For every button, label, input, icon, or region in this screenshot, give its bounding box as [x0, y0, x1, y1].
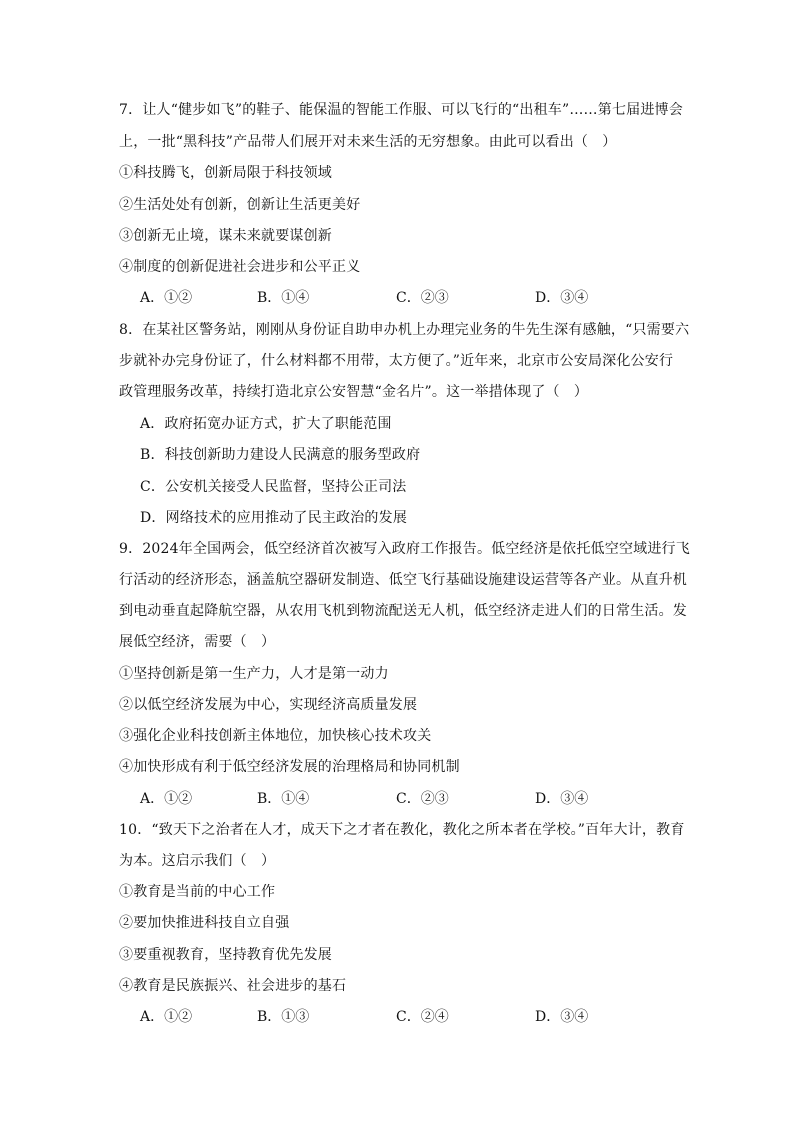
question-7-option-b[interactable]: B．①④: [257, 290, 310, 306]
question-9-statement-3: ③强化企业科技创新主体地位，加快核心技术攻关: [119, 728, 432, 744]
question-9-option-b[interactable]: B．①④: [257, 791, 310, 807]
question-8-stem-line-1: [119, 320, 690, 340]
question-7-option-c[interactable]: C．②③: [396, 290, 449, 306]
question-10-stem-line-1: [119, 820, 685, 840]
question-10-number: 10．: [119, 822, 152, 838]
question-9-number: 9．: [119, 541, 143, 557]
question-9-stem-line-2: 行活动的经济形态，涵盖航空器研发制造、低空飞行基础设施建设运营等各产业。从直升机: [119, 572, 687, 588]
question-7-option-a[interactable]: A．①②: [140, 290, 193, 306]
question-9-option-a[interactable]: A．①②: [140, 791, 193, 807]
question-8-stem-text: 在某社区警务站，刚刚从身份证自助申办机上办理完业务的牛先生深有感触，“只需要六: [142, 322, 690, 338]
question-7-stem-line-1: [119, 100, 683, 120]
question-7-options: [140, 288, 660, 308]
question-10-statement-4: ④教育是民族振兴、社会进步的基石: [119, 978, 347, 994]
question-9-statement-1: ①坚持创新是第一生产力，人才是第一动力: [119, 666, 389, 682]
question-10-stem-line-2: 为本。这启示我们（ ）: [119, 853, 276, 869]
question-10-option-c[interactable]: C．②④: [396, 1009, 449, 1025]
question-10-option-b[interactable]: B．①③: [257, 1009, 310, 1025]
question-9-option-c[interactable]: C．②③: [396, 791, 449, 807]
question-7-statement-4: ④制度的创新促进社会进步和公平正义: [119, 259, 361, 275]
question-10-statement-1: ①教育是当前的中心工作: [119, 884, 276, 900]
question-9-stem-line-3: 到电动垂直起降航空器，从农用飞机到物流配送无人机，低空经济走进人们的日常生活。发: [119, 603, 687, 619]
question-7-stem-line-2: 上，一批“黑科技”产品带人们展开对未来生活的无穷想象。由此可以看出（ ）: [119, 134, 617, 150]
question-8-option-c[interactable]: C．公安机关接受人民监督，坚持公正司法: [140, 479, 407, 495]
question-10-stem-text: “致天下之治者在人才，成天下之才者在教化，教化之所本者在学校。”百年大计，教育: [151, 822, 685, 838]
question-10-statement-3: ③要重视教育，坚持教育优先发展: [119, 947, 332, 963]
question-10-statement-2: ②要加快推进科技自立自强: [119, 915, 290, 931]
question-7-stem-text: 让人“健步如飞”的鞋子、能保温的智能工作服、可以飞行的“出租车”……第七届进博会: [142, 102, 683, 118]
question-9-stem-text: 2024年全国两会，低空经济首次被写入政府工作报告。低空经济是依托低空空域进行飞: [142, 541, 690, 557]
question-10-option-d[interactable]: D．③④: [535, 1009, 589, 1025]
question-8-option-b[interactable]: B．科技创新助力建设人民满意的服务型政府: [140, 447, 421, 463]
question-7-statement-1: ①科技腾飞，创新局限于科技领域: [119, 165, 332, 181]
question-7-option-d[interactable]: D．③④: [535, 290, 589, 306]
question-9-statement-4: ④加快形成有利于低空经济发展的治理格局和协同机制: [119, 759, 460, 775]
question-8-stem-line-3: 政管理服务改革，持续打造北京公安智慧“金名片”。这一举措体现了（ ）: [119, 384, 589, 400]
question-9-option-d[interactable]: D．③④: [535, 791, 589, 807]
question-10-options: [140, 1007, 660, 1027]
question-9-stem-line-1: [119, 539, 690, 559]
question-9-statement-2: ②以低空经济发展为中心，实现经济高质量发展: [119, 697, 418, 713]
question-9-stem-line-4: 展低空经济，需要（ ）: [119, 634, 276, 650]
question-7-number: 7．: [119, 102, 143, 118]
question-8-option-a[interactable]: A．政府拓宽办证方式，扩大了职能范围: [140, 416, 392, 432]
question-9-options: [140, 789, 660, 809]
question-7-statement-2: ②生活处处有创新，创新让生活更美好: [119, 197, 361, 213]
question-8-option-d[interactable]: D．网络技术的应用推动了民主政治的发展: [140, 510, 408, 526]
question-8-number: 8．: [119, 322, 143, 338]
question-7-statement-3: ③创新无止境，谋未来就要谋创新: [119, 228, 332, 244]
question-10-option-a[interactable]: A．①②: [140, 1009, 193, 1025]
question-8-stem-line-2: 步就补办完身份证了，什么材料都不用带，太方便了。”近年来，北京市公安局深化公安行: [119, 353, 674, 369]
